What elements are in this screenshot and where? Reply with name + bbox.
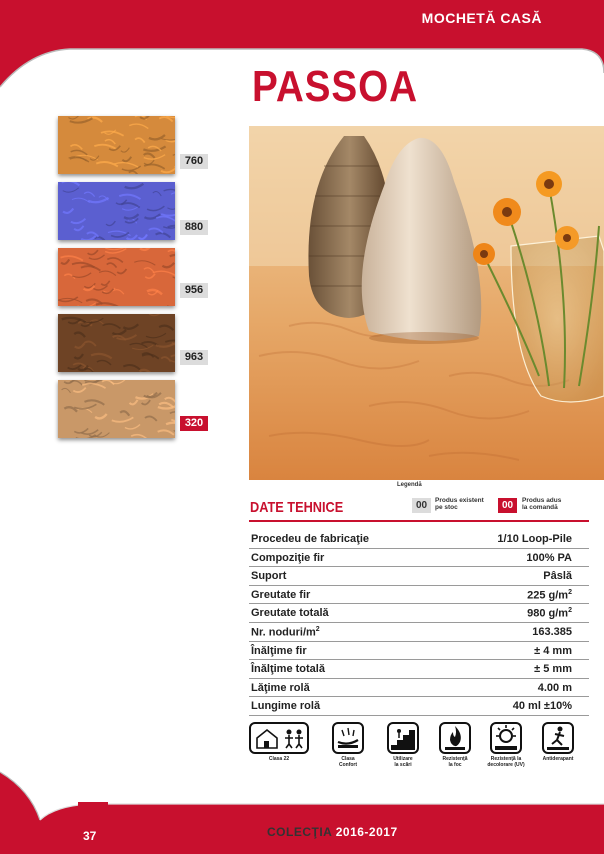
spec-row: [249, 642, 589, 661]
antislip-icon-label: [536, 756, 580, 762]
comfort-icon: [332, 722, 364, 754]
order-code-badge: 00: [498, 498, 517, 513]
stairs-icon: [387, 722, 419, 754]
icon-label-line: Confort: [338, 762, 358, 768]
spec-value-group: [527, 607, 572, 620]
product-name: PASSOA: [252, 62, 418, 111]
swatch-320[interactable]: [58, 380, 175, 438]
page-number: 37: [83, 829, 97, 843]
spec-value: 1/10 Loop-Pile: [497, 533, 572, 545]
spec-value-group: [527, 589, 572, 602]
spec-label: Greutate totală: [251, 607, 329, 620]
spec-value: ± 5 mm: [534, 663, 572, 676]
page-number-box: [78, 802, 108, 854]
icon-label-line: Utilizare: [393, 756, 413, 762]
spec-row: [249, 586, 589, 605]
spec-value: 4.00 m: [537, 681, 572, 694]
spec-table: [249, 530, 589, 716]
icon-label-line: Clasa: [341, 756, 355, 762]
spec-label: Nr. noduri/m: [251, 626, 316, 639]
order-text-line-2: la comandă: [522, 504, 558, 511]
spec-label: Înălţime fir: [251, 644, 307, 657]
stock-code-badge: 00: [412, 498, 431, 513]
icon-label-line: Rezistenţă: [442, 756, 468, 762]
feature-icons: [246, 722, 586, 772]
spec-value: 100% PA: [526, 551, 572, 564]
swatch-code: 956: [180, 283, 208, 298]
spec-value: ± 4 mm: [534, 644, 572, 657]
spec-value: 980 g/m: [527, 608, 569, 621]
spec-row: [249, 530, 589, 549]
spec-label: Procedeu de fabricaţie: [251, 533, 369, 545]
tech-heading: DATE TEHNICE: [250, 499, 344, 516]
spec-value: 163.385: [532, 625, 572, 638]
footer-collection: [267, 825, 398, 839]
order-text-line-1: Produs adus: [522, 497, 562, 504]
spec-row: [249, 604, 589, 623]
antislip-icon: [542, 722, 574, 754]
spec-label: Suport: [251, 570, 287, 583]
order-legend-text: [522, 497, 561, 511]
spec-value: 40 ml ±10%: [512, 700, 572, 713]
spec-row: [249, 660, 589, 679]
uv-icon-label: [484, 756, 528, 768]
uv-resistance-icon: [490, 722, 522, 754]
spec-value: 225 g/m: [527, 589, 569, 602]
category-title: MOCHETĂ CASĂ: [421, 10, 542, 26]
swatch-760[interactable]: [58, 116, 175, 174]
spec-value: Pâslă: [543, 570, 572, 583]
spec-row: [249, 623, 589, 642]
spec-label: Greutate fir: [251, 588, 311, 601]
stock-text-line-1: Produs existent: [435, 497, 484, 504]
swatch-code: 963: [180, 350, 208, 365]
fire-icon-label: [433, 756, 477, 768]
swatch-963[interactable]: [58, 314, 175, 372]
spec-label-group: [251, 626, 320, 639]
spec-value-sup: 2: [568, 588, 572, 596]
spec-row: [249, 697, 589, 716]
collection-label: COLECŢIA: [267, 825, 332, 839]
swatch-code: 320: [180, 416, 208, 431]
spec-label: Lungime rolă: [251, 700, 321, 713]
swatch-956[interactable]: [58, 248, 175, 306]
icon-label-line: Clasa 22: [268, 756, 290, 762]
legend-title: Legendă: [397, 482, 422, 488]
spec-label: Înălţime totală: [251, 663, 325, 676]
swatch-code: 880: [180, 220, 208, 235]
icon-label-line: Rezistenţă la: [490, 756, 522, 762]
spec-value-sup: 2: [568, 607, 572, 615]
class-icon: [249, 722, 309, 754]
icon-label-line: Antiderapant: [542, 756, 574, 762]
icon-label-line: la foc: [448, 762, 462, 768]
icon-label-line: la scări: [394, 762, 412, 768]
icon-label-line: decolorare (UV): [487, 762, 525, 768]
comfort-icon-label: [326, 756, 370, 768]
swatch-880[interactable]: [58, 182, 175, 240]
spec-label: Lăţime rolă: [251, 681, 310, 694]
spec-row: [249, 679, 589, 698]
fire-resistance-icon: [439, 722, 471, 754]
stock-legend-text: [435, 497, 484, 511]
spec-row: [249, 567, 589, 586]
room-photo: [249, 126, 604, 480]
stock-text-line-2: pe stoc: [435, 504, 458, 511]
swatch-code: 760: [180, 154, 208, 169]
section-rule: [249, 520, 589, 522]
spec-row: [249, 549, 589, 568]
stairs-icon-label: [381, 756, 425, 768]
spec-label: Compoziţie fir: [251, 551, 325, 564]
class-icon-label: [257, 756, 301, 762]
collection-years: 2016-2017: [335, 825, 398, 839]
spec-label-sup: 2: [315, 625, 320, 633]
